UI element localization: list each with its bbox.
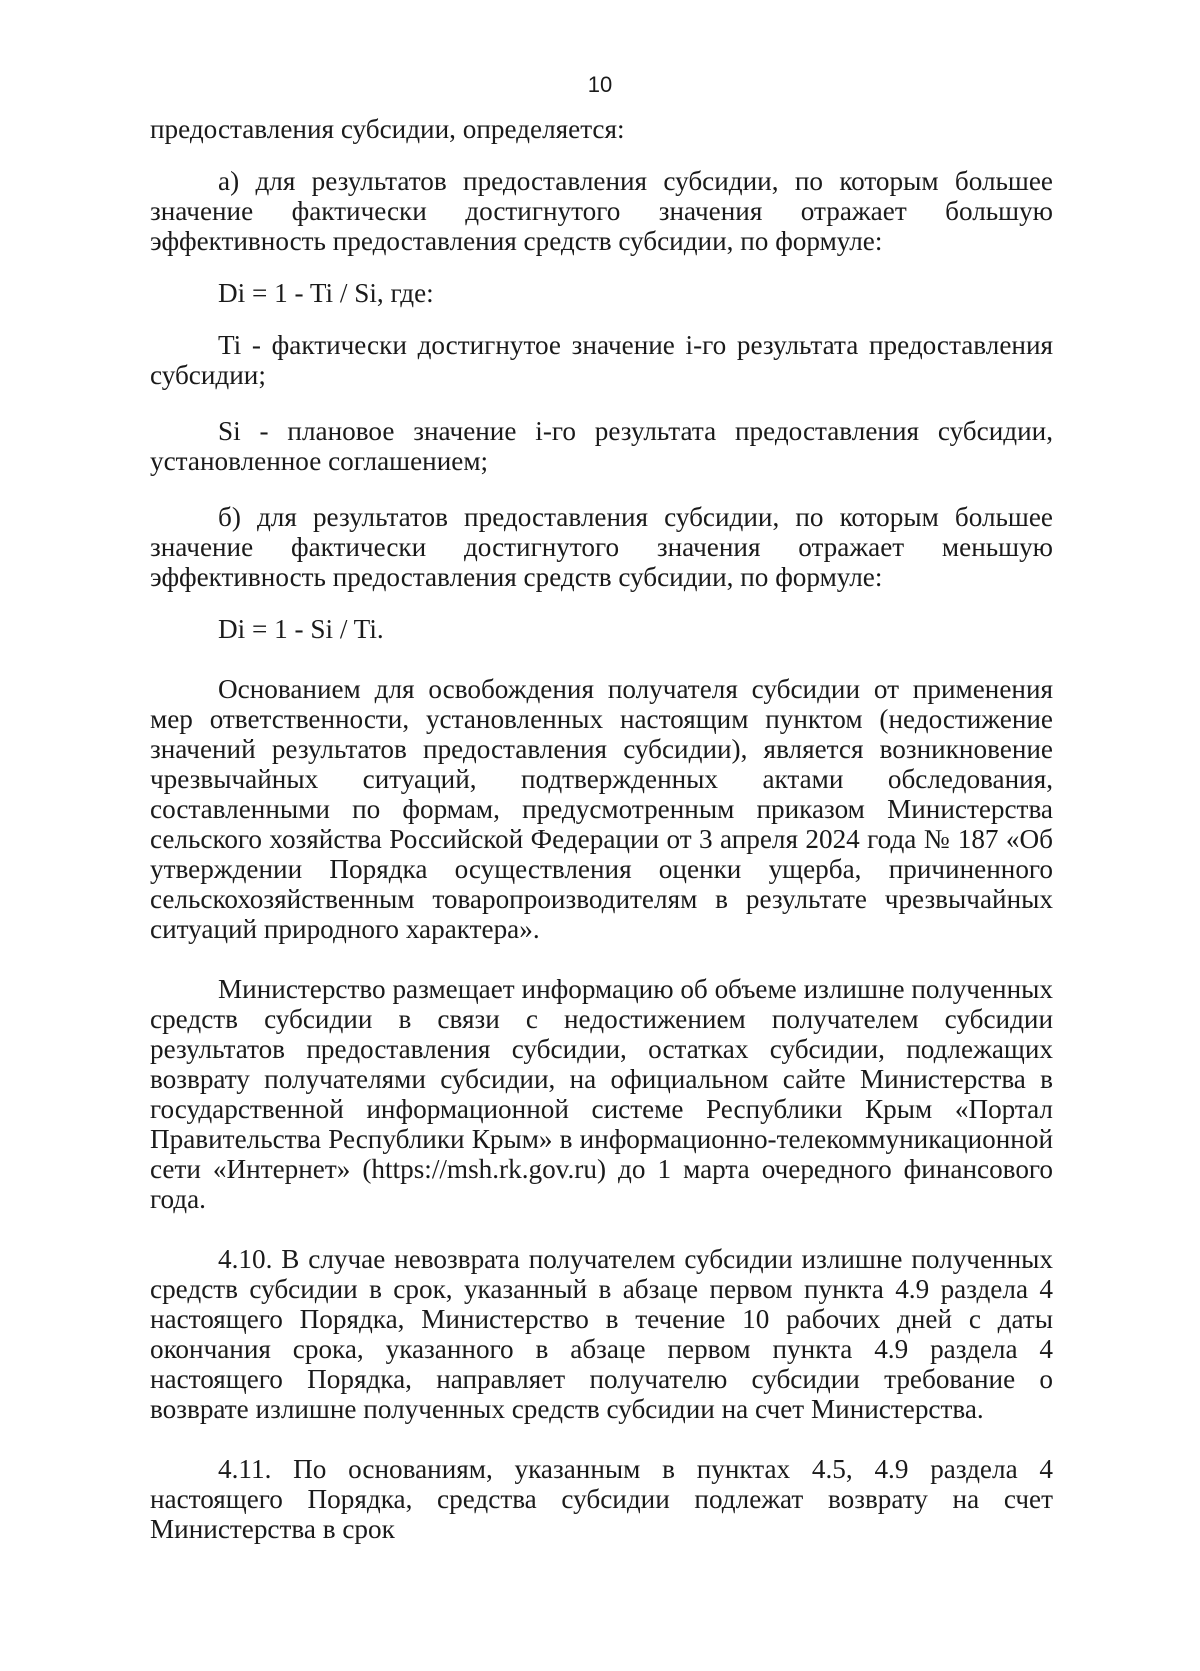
- paragraph-ministry-info: Министерство размещает информацию об объеме излишне полученных средств субсидии в связи с недостижением получателем субсидии результатов предоставления субсидии, остатках субсидии, подлежащих возврату получателями субсидии, на официальном сайте Министерства в государственной информационной системе Республики Крым «Портал Правительства Республики Крым» в информационно-телекоммуникационной сети «Интернет» (https://msh.rk.gov.ru) до 1 марта очередного финансового года.: [150, 974, 1053, 1214]
- document-body: [150, 114, 1053, 1544]
- paragraph-4-11: 4.11. По основаниям, указанным в пунктах 4.5, 4.9 раздела 4 настоящего Порядка, средства субсидии подлежат возврату на счет Министерства в срок: [150, 1454, 1053, 1544]
- paragraph-4-10: 4.10. В случае невозврата получателем субсидии излишне полученных средств субсидии в срок, указанный в абзаце первом пункта 4.9 раздела 4 настоящего Порядка, Министерство в течение 10 рабочих дней с даты окончания срока, указанного в абзаце первом пункта 4.9 раздела 4 настоящего Порядка, направляет получателю субсидии требование о возврате излишне полученных средств субсидии на счет Министерства.: [150, 1244, 1053, 1424]
- paragraph-exemption: Основанием для освобождения получателя субсидии от применения мер ответственности, установленных настоящим пунктом (недостижение значений результатов предоставления субсидии), является возникновение чрезвычайных ситуаций, подтвержденных актами обследования, составленными по формам, предусмотренным приказом Министерства сельского хозяйства Российской Федерации от 3 апреля 2024 года № 187 «Об утверждении Порядка осуществления оценки ущерба, причиненного сельскохозяйственным товаропроизводителям в результате чрезвычайных ситуаций природного характера».: [150, 674, 1053, 944]
- paragraph-continuation: предоставления субсидии, определяется:: [150, 114, 625, 144]
- definition-ti: Ti - фактически достигнутое значение i-го результата предоставления субсидии;: [150, 330, 1053, 390]
- formula-1: Di = 1 - Ti / Si, где:: [218, 278, 434, 308]
- paragraph-case-b: б) для результатов предоставления субсидии, по которым большее значение фактически достигнутого значения отражает меньшую эффективность предоставления средств субсидии, по формуле:: [150, 502, 1053, 592]
- definition-si: Si - плановое значение i-го результата предоставления субсидии, установленное соглашением;: [150, 416, 1053, 476]
- page-number: 10: [587, 72, 613, 97]
- formula-2: Di = 1 - Si / Ti.: [218, 614, 384, 644]
- paragraph-case-a: а) для результатов предоставления субсидии, по которым большее значение фактически достигнутого значения отражает большую эффективность предоставления средств субсидии, по формуле:: [150, 166, 1053, 256]
